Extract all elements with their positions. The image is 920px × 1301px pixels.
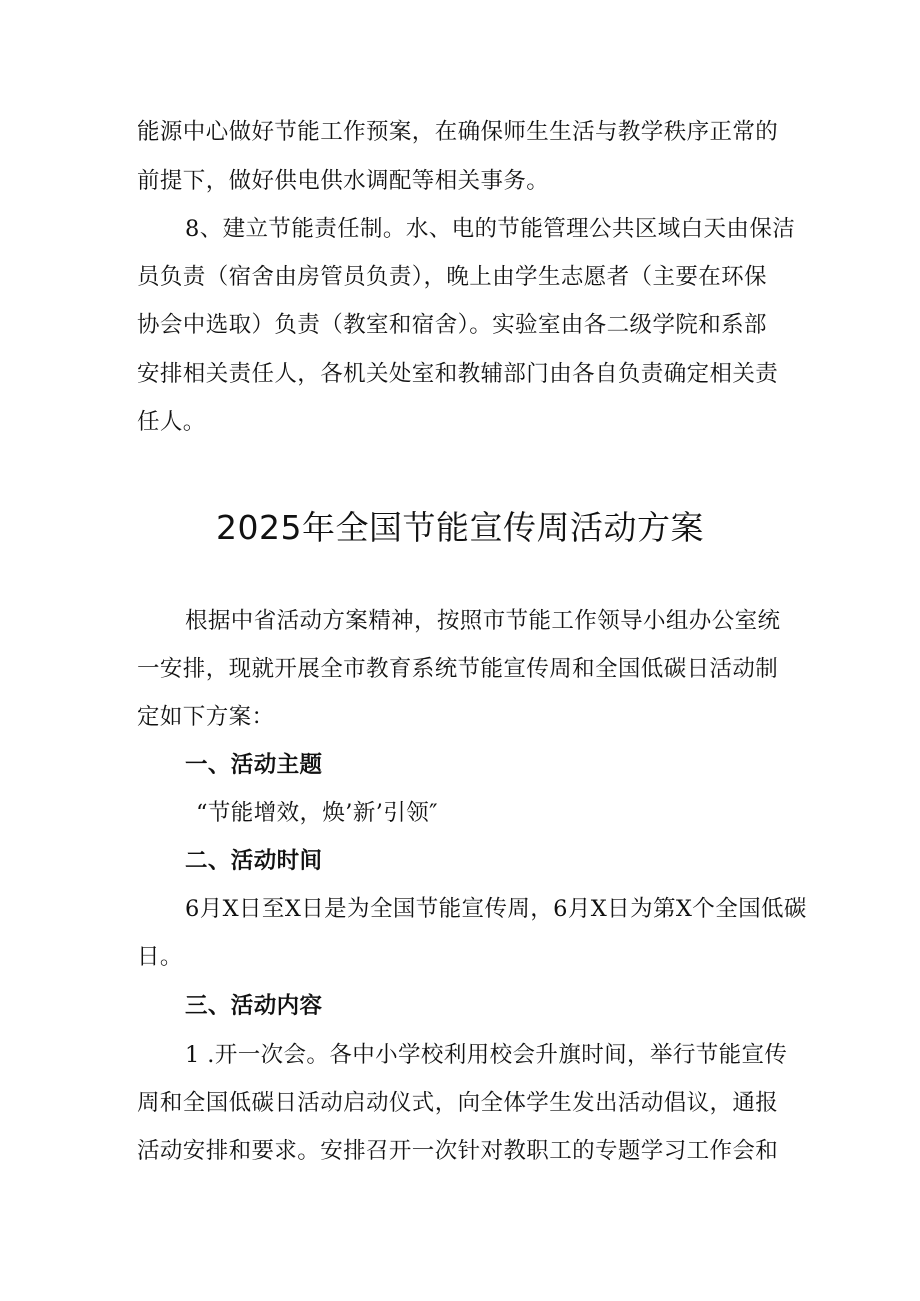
paragraph-line: 员负责（宿舍由房管员负责），晚上由学生志愿者（主要在环保 <box>137 264 767 290</box>
paragraph-line: 活动安排和要求。安排召开一次针对教职工的专题学习工作会和 <box>137 1138 779 1164</box>
page-title: 2025年全国节能宣传周活动方案 <box>216 508 704 547</box>
paragraph-line: 日。 <box>137 944 183 970</box>
paragraph-line: 前提下，做好供电供水调配等相关事务。 <box>137 168 550 194</box>
theme-slogan: “节能增效，焕’新’引领″ <box>196 800 438 826</box>
paragraph-line: 一安排，现就开展全市教育系统节能宣传周和全国低碳日活动制 <box>137 656 779 682</box>
paragraph-line: 安排相关责任人，各机关处室和教辅部门由各自负责确定相关责 <box>137 361 779 387</box>
paragraph-line: 根据中省活动方案精神，按照市节能工作领导小组办公室统 <box>185 608 781 634</box>
paragraph-line: 任人。 <box>137 409 206 435</box>
section-heading: 三、活动内容 <box>185 993 323 1019</box>
paragraph-line: 定如下方案： <box>137 704 275 730</box>
paragraph-line: 协会中选取）负责（教室和宿舍）。实验室由各二级学院和系部 <box>137 312 767 338</box>
paragraph-line: 8、建立节能责任制。水、电的节能管理公共区域白天由保洁 <box>185 216 796 242</box>
paragraph-line: 能源中心做好节能工作预案，在确保师生生活与教学秩序正常的 <box>137 119 779 145</box>
section-heading: 二、活动时间 <box>185 848 323 874</box>
paragraph-line: 周和全国低碳日活动启动仪式，向全体学生发出活动倡议，通报 <box>137 1090 779 1116</box>
paragraph-line: 1 .开一次会。各中小学校利用校会升旗时间，举行节能宣传 <box>185 1042 788 1068</box>
section-heading: 一、活动主题 <box>185 752 323 778</box>
paragraph-line: 6月X日至X日是为全国节能宣传周，6月X日为第X个全国低碳 <box>185 896 807 922</box>
